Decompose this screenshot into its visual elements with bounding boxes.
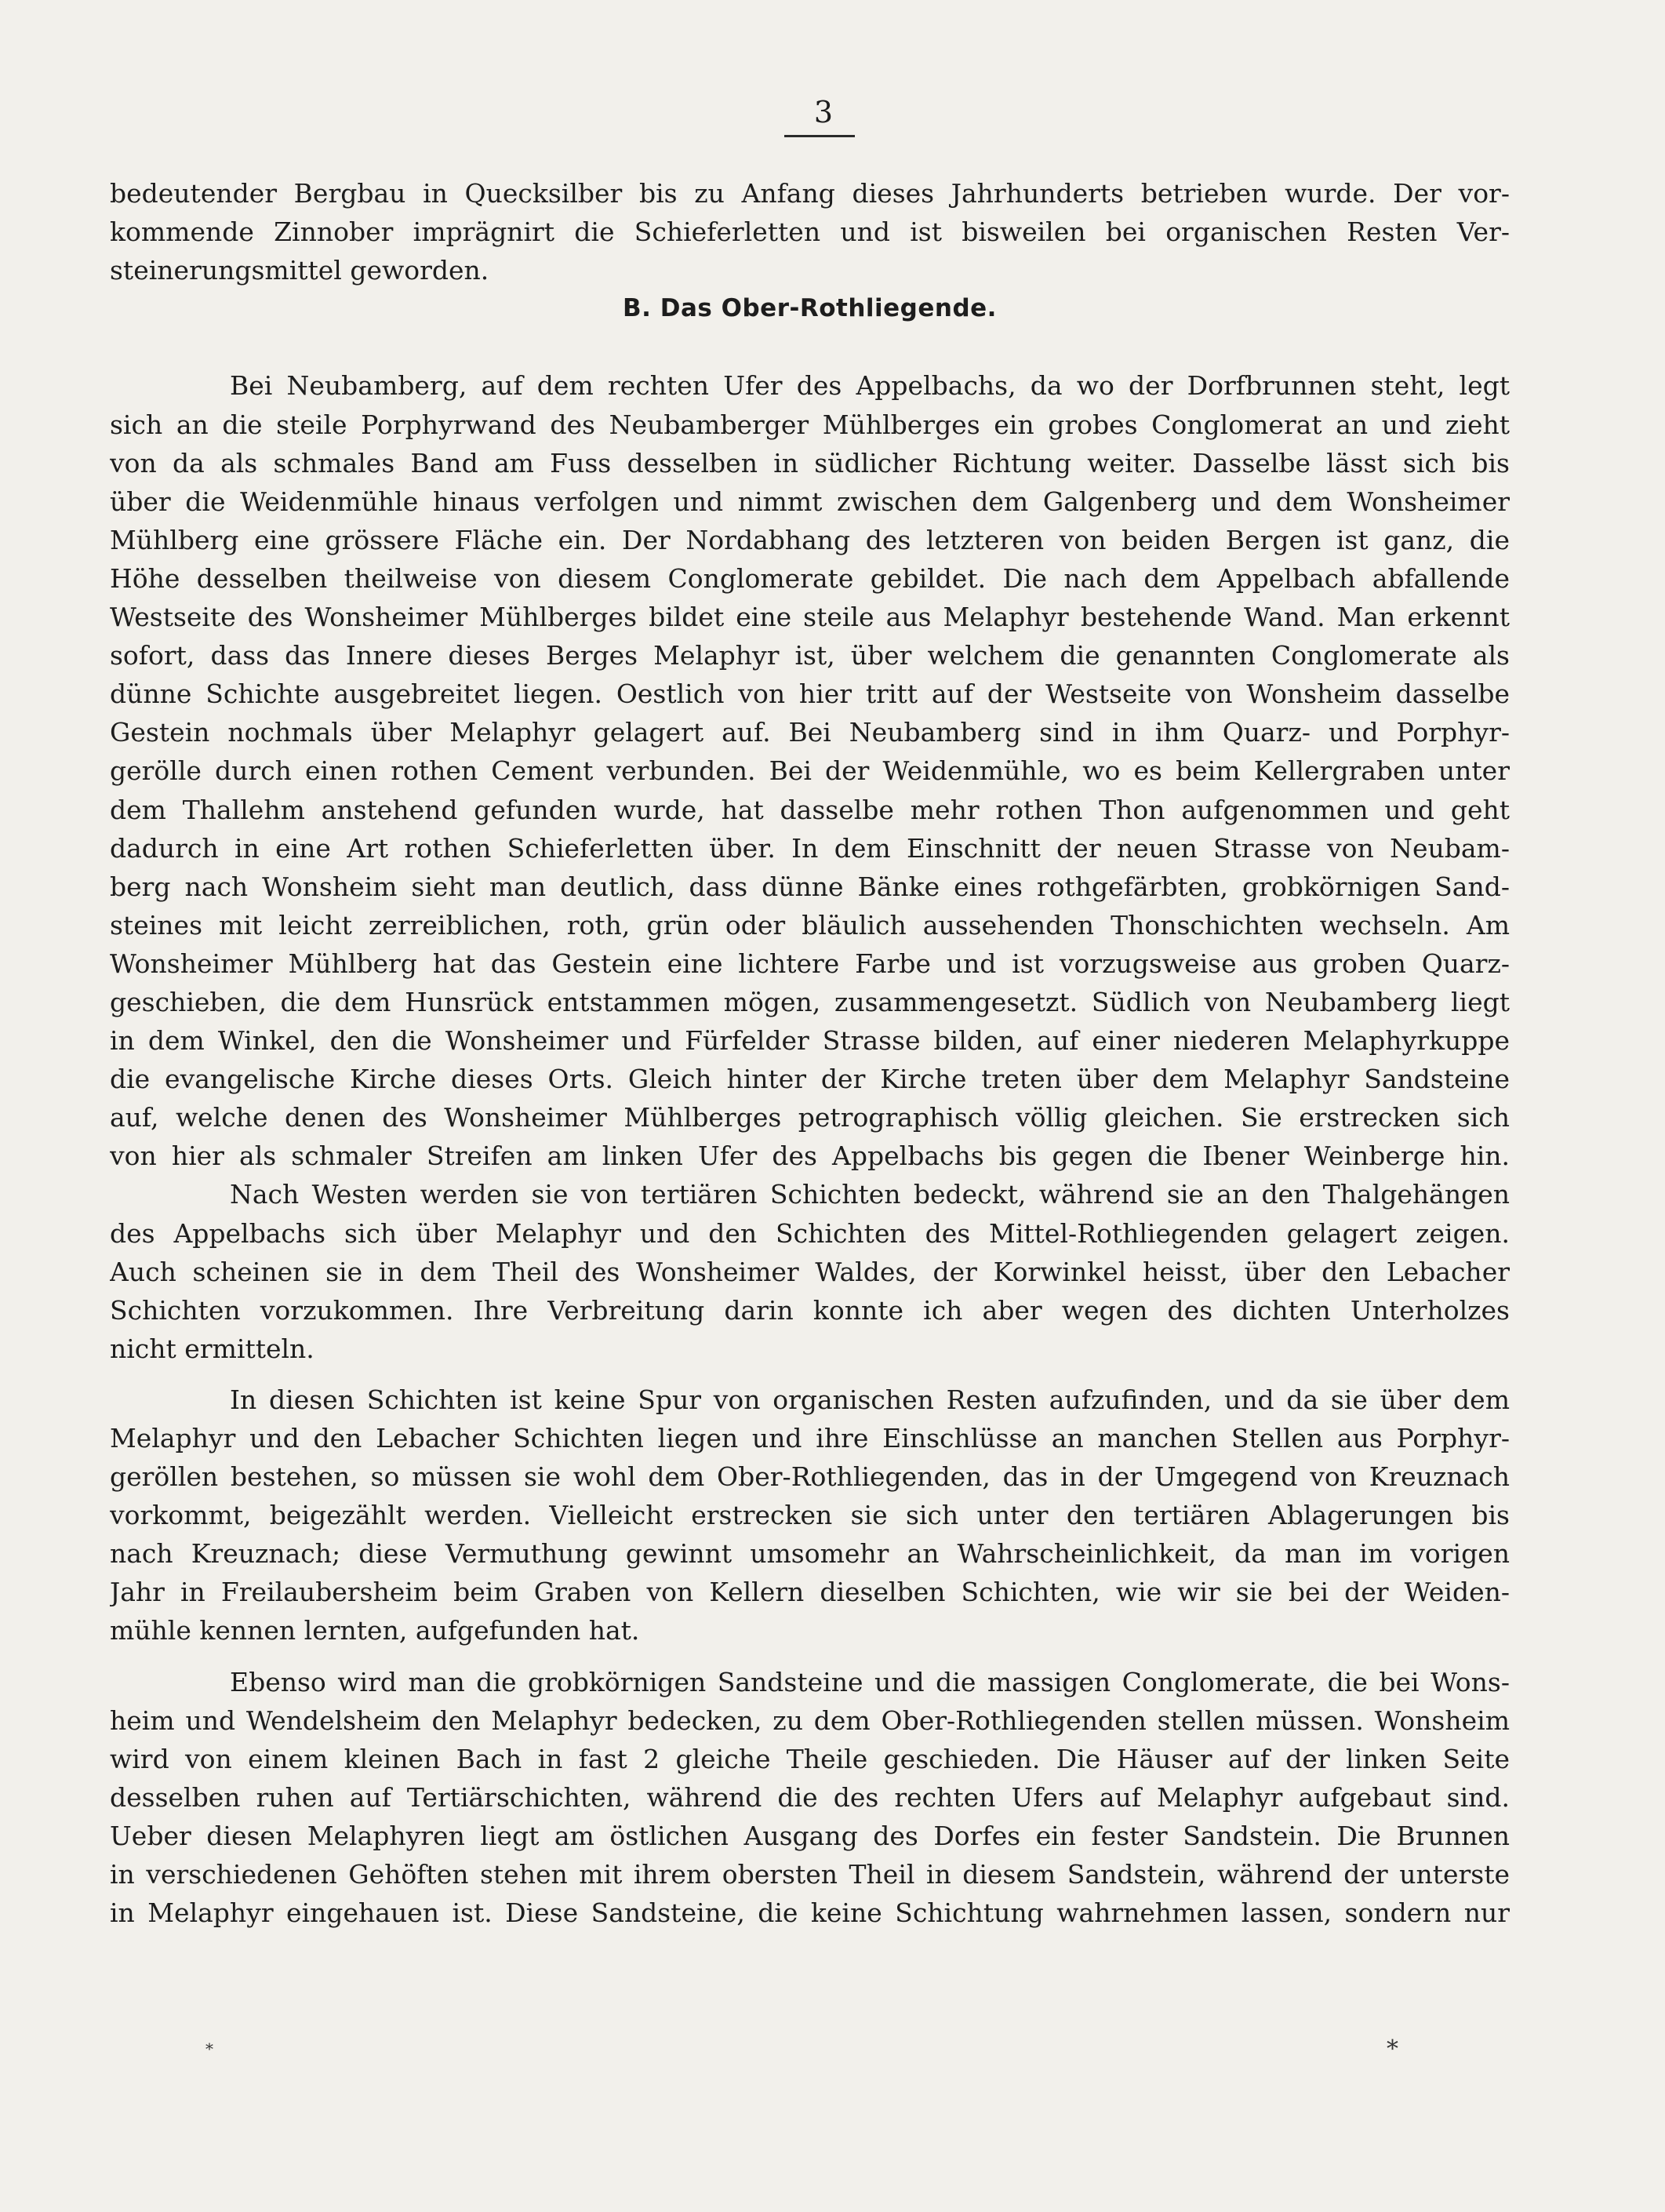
text-line: Bei Neubamberg, auf dem rechten Ufer des Appelbachs, da wo der Dorfbrunnen steht, legt: [230, 370, 1510, 402]
text-line: geröllen bestehen, so müssen sie wohl dem Ober-Rothliegenden, das in der Umgegend von Kreuznach: [110, 1461, 1510, 1493]
text-line: die evangelische Kirche dieses Orts. Gleich hinter der Kirche treten über dem Melaphyr Sandsteine: [110, 1064, 1510, 1095]
text-line: dem Thallehm anstehend gefunden wurde, hat dasselbe mehr rothen Thon aufgenommen und geht: [110, 794, 1510, 825]
section-heading: B. Das Ober-Rothliegende.: [623, 294, 997, 323]
text-line: mühle kennen lernten, aufgefunden hat.: [110, 1615, 640, 1646]
text-line: vorkommt, beigezählt werden. Vielleicht erstrecken sie sich unter den tertiären Ablagerungen bis: [110, 1500, 1510, 1531]
text-line: nicht ermitteln.: [110, 1333, 314, 1364]
body-text: [110, 174, 1510, 1932]
text-line: steinerungsmittel geworden.: [110, 255, 489, 286]
text-line: Nach Westen werden sie von tertiären Schichten bedeckt, während sie an den Thalgehängen: [230, 1179, 1510, 1210]
text-line: gerölle durch einen rothen Cement verbunden. Bei der Weidenmühle, wo es beim Kellergraben unter: [110, 755, 1510, 787]
text-line: von hier als schmaler Streifen am linken Ufer des Appelbachs bis gegen die Ibener Weinberge hin.: [110, 1141, 1510, 1172]
text-line: bedeutender Bergbau in Quecksilber bis zu Anfang dieses Jahrhunderts betrieben wurde. Der vor-: [110, 178, 1510, 209]
text-line: heim und Wendelsheim den Melaphyr bedecken, zu dem Ober-Rothliegenden stellen müssen. Wonsheim: [110, 1704, 1510, 1736]
text-line: sich an die steile Porphyrwand des Neubamberger Mühlberges ein grobes Conglomerat an und zieht: [110, 409, 1510, 440]
text-line: Westseite des Wonsheimer Mühlberges bildet eine steile aus Melaphyr bestehende Wand. Man erkennt: [110, 602, 1510, 633]
paragraph-gap: [110, 1368, 1510, 1381]
text-line: Jahr in Freilaubersheim beim Graben von Kellern dieselben Schichten, wie wir sie bei der Weiden-: [110, 1577, 1510, 1608]
text-line: Schichten vorzukommen. Ihre Verbreitung darin konnte ich aber wegen des dichten Unterholzes: [110, 1294, 1510, 1326]
text-line: dadurch in eine Art rothen Schieferletten über. In dem Einschnitt der neuen Strasse von Neubam-: [110, 832, 1510, 864]
paragraph-gap: [110, 1650, 1510, 1663]
stray-mark: *: [205, 2039, 213, 2058]
text-line: dünne Schichte ausgebreitet liegen. Oestlich von hier tritt auf der Westseite von Wonsheim dasselbe: [110, 679, 1510, 710]
text-line: in verschiedenen Gehöften stehen mit ihrem obersten Theil in diesem Sandstein, während der unterste: [110, 1859, 1510, 1890]
text-line: In diesen Schichten ist keine Spur von organischen Resten aufzufinden, und da sie über dem: [230, 1384, 1510, 1415]
text-line: kommende Zinnober imprägnirt die Schieferletten und ist bisweilen bei organischen Resten Ver-: [110, 216, 1510, 248]
text-line: sofort, dass das Innere dieses Berges Melaphyr ist, über welchem die genannten Conglomerate als: [110, 640, 1510, 671]
text-line: Gestein nochmals über Melaphyr gelagert auf. Bei Neubamberg sind in ihm Quarz- und Porphyr-: [110, 717, 1510, 748]
text-line: Ueber diesen Melaphyren liegt am östlichen Ausgang des Dorfes ein fester Sandstein. Die Brunnen: [110, 1820, 1510, 1851]
text-line: über die Weidenmühle hinaus verfolgen und nimmt zwischen dem Galgenberg und dem Wonsheimer: [110, 486, 1510, 517]
text-line: in Melaphyr eingehauen ist. Diese Sandsteine, die keine Schichtung wahrnehmen lassen, sondern nur: [110, 1897, 1510, 1929]
text-line: wird von einem kleinen Bach in fast 2 gleiche Theile geschieden. Die Häuser auf der linken Seite: [110, 1743, 1510, 1774]
text-line: geschieben, die dem Hunsrück entstammen mögen, zusammengesetzt. Südlich von Neubamberg liegt: [110, 986, 1510, 1017]
text-line: Höhe desselben theilweise von diesem Conglomerate gebildet. Die nach dem Appelbach abfallende: [110, 562, 1510, 594]
text-line: desselben ruhen auf Tertiärschichten, während die des rechten Ufers auf Melaphyr aufgebaut sind.: [110, 1781, 1510, 1813]
text-line: Auch scheinen sie in dem Theil des Wonsheimer Waldes, der Korwinkel heisst, über den Lebacher: [110, 1256, 1510, 1287]
text-line: in dem Winkel, den die Wonsheimer und Fürfelder Strasse bilden, auf einer niederen Melaphyrkuppe: [110, 1025, 1510, 1057]
text-line: Ebenso wird man die grobkörnigen Sandsteine und die massigen Conglomerate, die bei Wons-: [230, 1666, 1510, 1697]
text-line: nach Kreuznach; diese Vermuthung gewinnt umsomehr an Wahrscheinlichkeit, da man im vorigen: [110, 1538, 1510, 1570]
page-number-rule: [784, 135, 855, 137]
text-line: steines mit leicht zerreiblichen, roth, grün oder bläulich aussehenden Thonschichten wechseln. Am: [110, 909, 1510, 940]
text-line: Melaphyr und den Lebacher Schichten liegen und ihre Einschlüsse an manchen Stellen aus Porphyr-: [110, 1423, 1510, 1453]
text-line: Mühlberg eine grössere Fläche ein. Der Nordabhang des letzteren von beiden Bergen ist ganz, die: [110, 524, 1510, 555]
text-line: berg nach Wonsheim sieht man deutlich, dass dünne Bänke eines rothgefärbten, grobkörnigen Sand-: [110, 871, 1510, 902]
text-line: auf, welche denen des Wonsheimer Mühlberges petrographisch völlig gleichen. Sie erstrecken sich: [110, 1102, 1510, 1133]
page-number: 3: [813, 95, 834, 129]
text-line: des Appelbachs sich über Melaphyr und den Schichten des Mittel-Rothliegenden gelagert zeigen.: [110, 1217, 1510, 1249]
signature-asterisk: *: [1387, 2036, 1398, 2063]
text-line: von da als schmales Band am Fuss desselben in südlicher Richtung weiter. Dasselbe lässt sich bis: [110, 447, 1510, 478]
text-line: Wonsheimer Mühlberg hat das Gestein eine lichtere Farbe und ist vorzugsweise aus groben Quarz-: [110, 948, 1510, 979]
